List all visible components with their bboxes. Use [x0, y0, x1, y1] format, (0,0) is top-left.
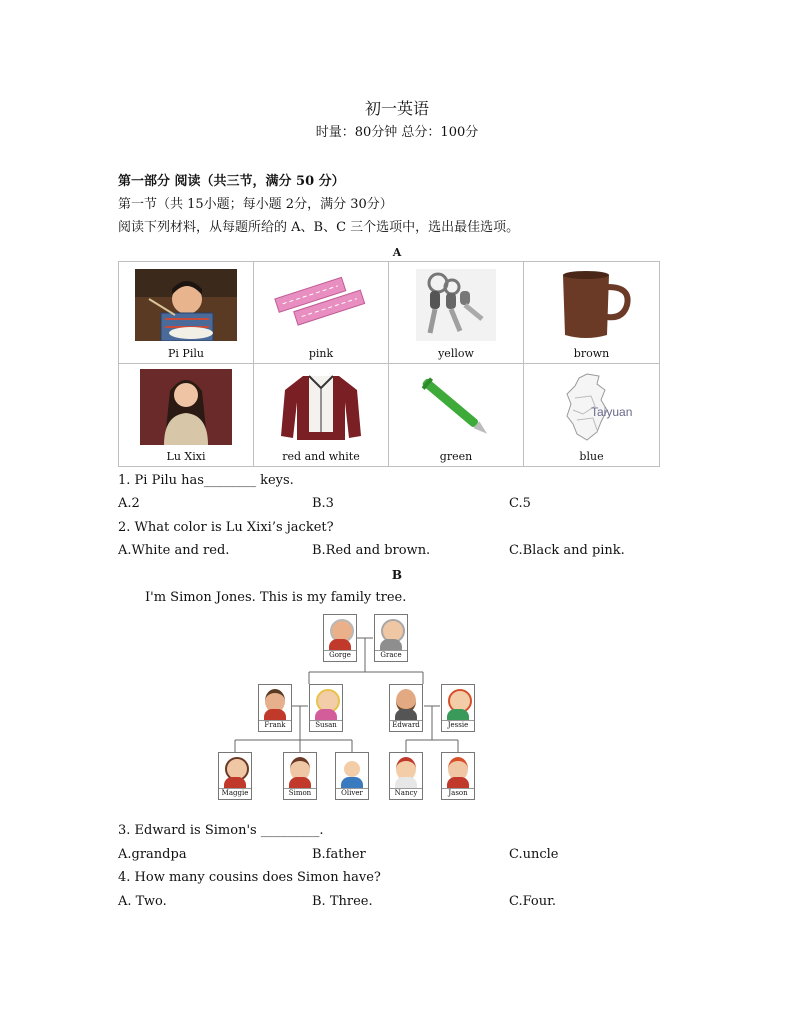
girl-photo [140, 369, 232, 445]
cell-red-and-white [254, 364, 389, 466]
exam-info: 时量：80分钟 总分：100分 [315, 125, 479, 140]
q2-option-b: B.Red and brown. [312, 543, 431, 558]
q3-option-b: B.father [312, 847, 366, 862]
tree-node-simon [283, 752, 317, 800]
tree-name: Nancy [390, 788, 422, 798]
tree-name: Susan [310, 720, 342, 730]
caption-blue: blue [579, 450, 604, 463]
taiyuan-map-image [547, 370, 637, 444]
tree-name: Grace [375, 650, 407, 660]
part-heading: 第一部分 阅读（共三节，满分 50 分） [118, 174, 345, 189]
cell-pi-pilu [119, 262, 254, 364]
tree-node-jessie [441, 684, 475, 732]
q2-option-a: A.White and red. [118, 543, 230, 558]
green-pen-image [411, 371, 501, 443]
picture-table [118, 261, 660, 467]
q3-option-c: C.uncle [509, 847, 559, 862]
tree-name: Jessie [442, 720, 474, 730]
passage-b-label: B [391, 568, 403, 582]
question-3: 3. Edward is Simon's _________. [118, 823, 324, 838]
jacket-image [279, 370, 363, 444]
caption-red-and-white: red and white [282, 450, 360, 463]
brown-mug-image [547, 269, 637, 341]
cell-lu-xixi [119, 364, 254, 466]
caption-pi-pilu: Pi Pilu [168, 347, 204, 360]
caption-brown: brown [573, 347, 610, 360]
q3-option-a: A.grandpa [118, 847, 187, 862]
caption-yellow: yellow [438, 347, 474, 360]
tree-node-maggie [218, 752, 252, 800]
section-heading: 第一节（共 15小题；每小题 2分，满分 30分） [118, 197, 393, 212]
question-4: 4. How many cousins does Simon have? [118, 870, 381, 885]
passage-b-intro: I'm Simon Jones. This is my family tree. [145, 590, 407, 605]
q1-option-a: A.2 [118, 496, 140, 511]
tree-name: Edward [390, 720, 422, 730]
tree-node-jason [441, 752, 475, 800]
tree-node-susan [309, 684, 343, 732]
tree-name: Frank [259, 720, 291, 730]
cell-green [389, 364, 524, 466]
baby-face-icon [344, 761, 360, 777]
tree-node-grace [374, 614, 408, 662]
boy-eating-photo [135, 269, 237, 341]
tree-node-nancy [389, 752, 423, 800]
caption-pink: pink [308, 347, 334, 360]
caption-green: green [439, 450, 473, 463]
q1-option-b: B.3 [312, 496, 334, 511]
keys-image [416, 269, 496, 341]
tree-node-edward [389, 684, 423, 732]
tree-name: Oliver [336, 788, 368, 798]
cell-yellow [389, 262, 524, 364]
pink-tickets-image [273, 275, 369, 335]
passage-a-label: A [392, 246, 402, 259]
question-1: 1. Pi Pilu has________ keys. [118, 473, 294, 488]
q4-option-c: C.Four. [509, 894, 557, 909]
cell-pink [254, 262, 389, 364]
tree-name: Jason [442, 788, 474, 798]
tree-node-oliver [335, 752, 369, 800]
family-tree [216, 610, 480, 806]
tree-name: Maggie [219, 788, 251, 798]
map-city-label: Taiyuan [590, 405, 632, 419]
instruction-text: 阅读下列材料，从每题所给的 A、B、C 三个选项中，选出最佳选项。 [118, 220, 520, 235]
question-2: 2. What color is Lu Xixi’s jacket? [118, 520, 334, 535]
q4-option-a: A. Two. [118, 894, 167, 909]
q1-option-c: C.5 [509, 496, 531, 511]
tree-name: Simon [284, 788, 316, 798]
cell-brown [524, 262, 659, 364]
tree-node-gorge [323, 614, 357, 662]
caption-lu-xixi: Lu Xixi [166, 450, 206, 463]
tree-node-frank [258, 684, 292, 732]
tree-name: Gorge [324, 650, 356, 660]
q4-option-b: B. Three. [312, 894, 373, 909]
cell-blue [524, 364, 659, 466]
page-title: 初一英语 [364, 99, 429, 118]
q2-option-c: C.Black and pink. [509, 543, 625, 558]
